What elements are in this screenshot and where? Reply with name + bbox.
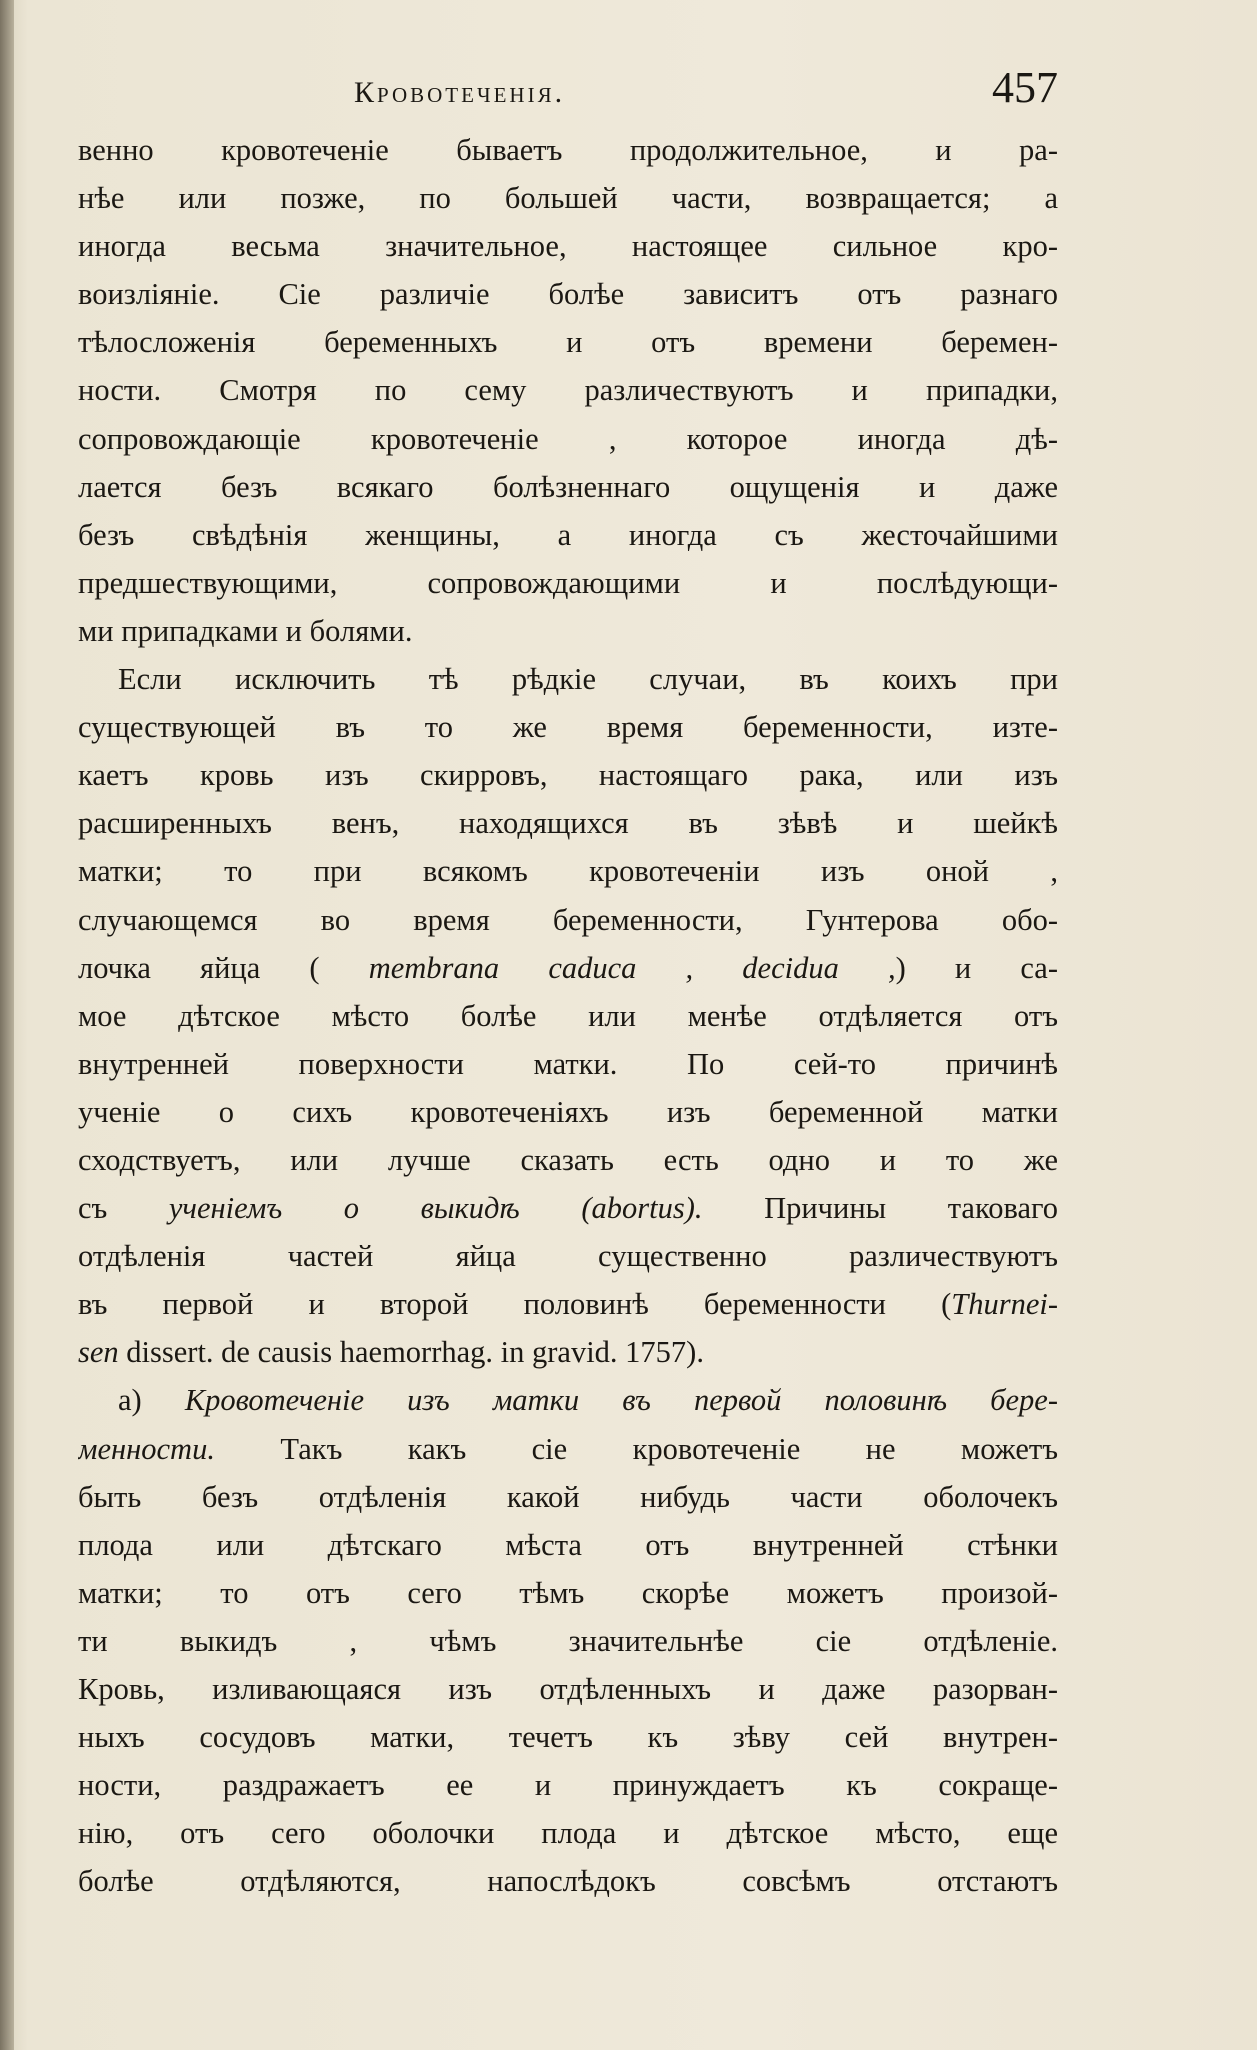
line-text: тѣлосложенія беременныхъ и отъ времени беремен-: [78, 325, 1058, 360]
text-line: [78, 1857, 1058, 1905]
line-text: каетъ кровь изъ скирровъ, настоящаго рака, или изъ: [78, 758, 1058, 793]
line-text: ныхъ сосудовъ матки, течетъ къ зѣву сей внутрен-: [78, 1720, 1058, 1755]
page-spine-edge: [0, 0, 14, 2050]
line-text: сопровождающіе кровотеченіе , которое иногда дѣ-: [78, 421, 1058, 456]
line-text: мое дѣтское мѣсто болѣе или менѣе отдѣляется отъ: [78, 998, 1058, 1033]
line-text: нію, отъ сего оболочки плода и дѣтское мѣсто, еще: [78, 1816, 1058, 1851]
text-line: [78, 1473, 1058, 1521]
text-line: [78, 1569, 1058, 1617]
italic-text: Кровотеченіе изъ матки въ первой половинѣ бере-: [184, 1383, 1058, 1418]
text-line: [78, 1280, 1058, 1328]
running-title: Кровотеченія.: [354, 76, 566, 109]
page-header: [78, 62, 1058, 122]
line-text: болѣе отдѣляются, напослѣдокъ совсѣмъ отстаютъ: [78, 1864, 1058, 1899]
line-text: венно кровотеченіе бываетъ продолжительное, и ра-: [78, 133, 1058, 167]
page-number: 457: [992, 63, 1058, 112]
text-line: [78, 1184, 1058, 1232]
line-text: сходствуетъ, или лучше сказать есть одно и то же: [78, 1142, 1058, 1177]
line-text: нѣе или позже, по большей части, возвращается; а: [78, 181, 1058, 216]
text-line: [78, 511, 1058, 559]
line-text: въ первой и второй половинѣ беременности (: [78, 1287, 952, 1322]
line-text: ) и са-: [895, 950, 1058, 985]
text-line: [78, 1088, 1058, 1136]
text-line: [78, 1713, 1058, 1761]
line-text: внутренней поверхности матки. По сей-то причинѣ: [78, 1046, 1058, 1081]
line-text: лочка яйца (: [78, 950, 369, 985]
text-line: [78, 1136, 1058, 1184]
line-text: матки; то при всякомъ кровотеченіи изъ оной ,: [78, 854, 1058, 889]
text-line: [78, 1376, 1058, 1424]
italic-text: ученіемъ о выкидѣ (abortus).: [168, 1191, 703, 1226]
text-line: [78, 559, 1058, 607]
line-text: матки; то отъ сего тѣмъ скорѣе можетъ произой-: [78, 1575, 1058, 1610]
line-text: Причины таковаго: [702, 1191, 1058, 1226]
text-line: [78, 751, 1058, 799]
text-line: [78, 415, 1058, 463]
text-line: [78, 1232, 1058, 1280]
text-line: [78, 1521, 1058, 1569]
line-text: ности. Смотря по сему различествуютъ и припадки,: [78, 373, 1058, 408]
italic-text: Thurnei-: [951, 1287, 1058, 1322]
text-line: [78, 366, 1058, 414]
italic-text: sen: [78, 1335, 119, 1370]
text-line: [78, 318, 1058, 366]
line-text: лается безъ всякаго болѣзненнаго ощущенія и даже: [78, 469, 1058, 504]
text-line: [78, 1761, 1058, 1809]
line-text: Кровь, изливающаяся изъ отдѣленныхъ и даже разорван-: [78, 1672, 1058, 1706]
line-text: воизліяніе. Сіе различіе болѣе зависитъ отъ разнаго: [78, 277, 1058, 312]
text-line: [78, 992, 1058, 1040]
text-line: [78, 1328, 1058, 1376]
text-line: [78, 126, 1058, 174]
text-line: [78, 1617, 1058, 1665]
line-text: быть безъ отдѣленія какой нибудь части оболочекъ: [78, 1479, 1058, 1514]
text-line: [78, 896, 1058, 944]
body-text: [78, 126, 1058, 1905]
text-line: [78, 655, 1058, 703]
text-line: [78, 1040, 1058, 1088]
line-text: Если исключить тѣ рѣдкіе случаи, въ коихъ при: [118, 662, 1058, 697]
text-line: [78, 174, 1058, 222]
text-line: [78, 270, 1058, 318]
italic-text: membrana caduca , decidua ,: [368, 950, 896, 985]
line-text: dissert. de causis haemorrhag. in gravid. 1757).: [118, 1335, 704, 1370]
italic-text: менности.: [78, 1431, 215, 1466]
text-line: [78, 607, 1058, 655]
line-text: безъ свѣдѣнія женщины, а иногда съ жесточайшими: [78, 517, 1058, 552]
line-text: а): [118, 1383, 185, 1418]
line-text: случающемся во время беременности, Гунтерова обо-: [78, 902, 1058, 937]
text-line: [78, 847, 1058, 895]
line-text: отдѣленія частей яйца существенно различествуютъ: [78, 1239, 1058, 1274]
text-line: [78, 703, 1058, 751]
line-text: предшествующими, сопровождающими и послѣдующи-: [78, 565, 1058, 600]
line-text: съ: [78, 1191, 169, 1226]
line-text: плода или дѣтскаго мѣста отъ внутренней стѣнки: [78, 1527, 1058, 1562]
line-text: ми припадками и болями.: [78, 613, 413, 648]
line-text: ученіе о сихъ кровотеченіяхъ изъ беременной матки: [78, 1094, 1058, 1129]
line-text: ности, раздражаетъ ее и принуждаетъ къ сокраще-: [78, 1768, 1058, 1803]
text-line: [78, 1425, 1058, 1473]
text-line: [78, 944, 1058, 992]
line-text: расширенныхъ венъ, находящихся въ зѣвѣ и шейкѣ: [78, 806, 1058, 841]
text-line: [78, 222, 1058, 270]
text-line: [78, 1665, 1058, 1713]
text-line: [78, 1809, 1058, 1857]
line-text: существующей въ то же время беременности, изте-: [78, 710, 1058, 745]
line-text: иногда весьма значительное, настоящее сильное кро-: [78, 229, 1058, 264]
line-text: ти выкидъ , чѣмъ значительнѣе сіе отдѣленіе.: [78, 1623, 1058, 1658]
text-line: [78, 799, 1058, 847]
text-line: [78, 463, 1058, 511]
line-text: Такъ какъ сіе кровотеченіе не можетъ: [214, 1431, 1058, 1466]
